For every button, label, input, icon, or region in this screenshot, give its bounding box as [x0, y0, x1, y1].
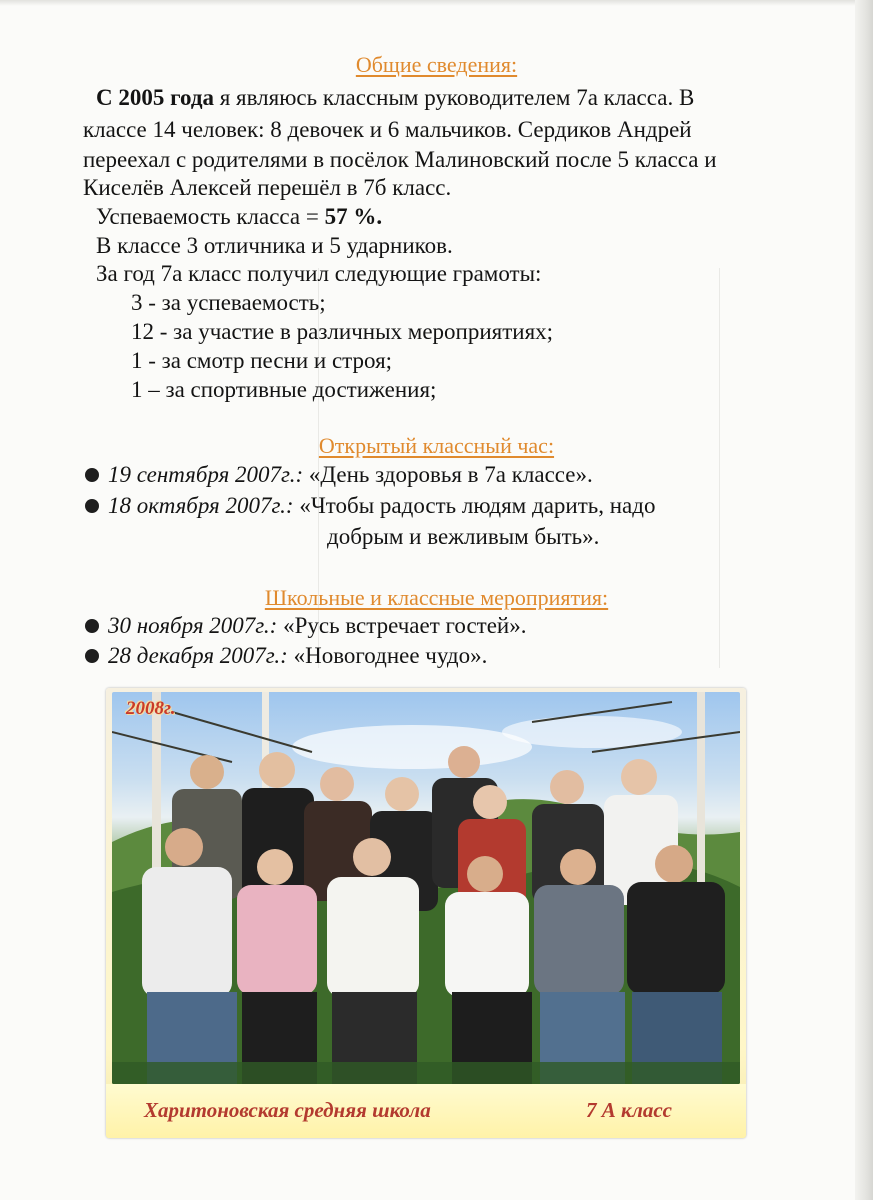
bullet-icon: [85, 499, 99, 513]
progress-label: Успеваемость класса =: [96, 204, 325, 229]
award-item: 1 – за спортивные достижения;: [131, 377, 437, 402]
event-title: «Чтобы радость людям дарить, надо: [293, 493, 656, 518]
progress-value: 57 %.: [324, 204, 383, 229]
event-date: 18 октября 2007г.:: [108, 493, 294, 518]
photo-year-label: 2008г.: [126, 698, 176, 719]
group-photo-illustration: [112, 692, 740, 1084]
event-item-1: [108, 612, 526, 640]
scan-top-edge: [0, 0, 873, 6]
excellent-students-line: В классе 3 отличника и 5 ударников.: [96, 233, 453, 258]
intro-line-4: Киселёв Алексей перешёл в 7б класс.: [83, 175, 452, 200]
event-date: 28 декабря 2007г.:: [108, 643, 288, 668]
class-group-photo: [112, 692, 740, 1084]
bullet-icon: [85, 619, 99, 633]
event-title: «Русь встречает гостей».: [277, 613, 527, 638]
bullet-icon: [85, 649, 99, 663]
bullet-icon: [85, 468, 99, 482]
class-photo-card: [106, 688, 746, 1138]
event-title: «Новогоднее чудо».: [287, 643, 488, 668]
award-item: 1 - за смотр песни и строя;: [131, 348, 393, 373]
award-item: 3 - за успеваемость;: [131, 290, 326, 315]
event-date: 30 ноября 2007г.:: [108, 613, 278, 638]
progress-line: [96, 203, 382, 231]
intro-line-2: классе 14 человек: 8 девочек и 6 мальчиков. Сердиков Андрей: [83, 117, 692, 142]
event-title: «День здоровья в 7а классе».: [303, 462, 593, 487]
event-date: 19 сентября 2007г.:: [108, 462, 304, 487]
class-caption: 7 А класс: [586, 1098, 672, 1122]
event-item-2: [108, 642, 487, 670]
intro-line-1: [96, 84, 694, 112]
open-hour-item-1: [108, 461, 593, 489]
open-hour-item-2-continuation: добрым и вежливым быть».: [327, 524, 600, 549]
general-info-heading: Общие сведения:: [355, 52, 518, 77]
awards-intro: За год 7а класс получил следующие грамоты:: [96, 261, 542, 286]
school-name-caption: Харитоновская средняя школа: [144, 1098, 431, 1122]
award-item: 12 - за участие в различных мероприятиях;: [131, 319, 554, 344]
since-year-bold: С 2005 года: [96, 85, 214, 110]
intro-line-1-rest: я являюсь классным руководителем 7а класса. В: [213, 85, 695, 110]
open-hour-item-2: [108, 492, 655, 520]
events-heading: Школьные и классные мероприятия:: [264, 585, 609, 610]
open-class-hour-heading: Открытый классный час:: [318, 433, 555, 458]
intro-line-3: переехал с родителями в посёлок Малиновский после 5 класса и: [83, 147, 717, 172]
